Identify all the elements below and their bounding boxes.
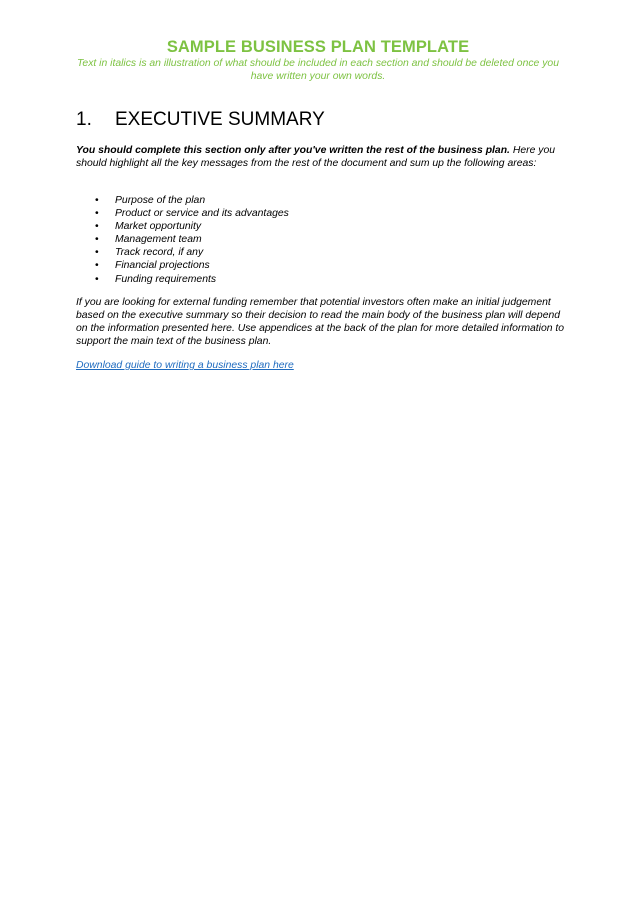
document-subtitle: Text in italics is an illustration of what should be included in each section and should be deleted once you have written your own words. — [77, 58, 559, 82]
intro-paragraph — [76, 144, 566, 170]
bullet-list — [76, 194, 289, 286]
bullet-icon: • — [95, 221, 99, 233]
list-item-text: Management team — [115, 234, 202, 246]
list-item — [76, 246, 289, 259]
list-item-text: Funding requirements — [115, 273, 217, 285]
list-item — [76, 273, 289, 286]
list-item — [76, 220, 289, 233]
list-item-text: Purpose of the plan — [115, 195, 206, 206]
section-number: 1. — [76, 109, 92, 130]
list-item — [76, 194, 289, 207]
list-item — [76, 233, 289, 246]
download-guide-link[interactable]: Download guide to writing a business plan here — [76, 360, 294, 371]
list-item — [76, 259, 289, 272]
list-item-text: Market opportunity — [115, 221, 202, 233]
bullet-icon: • — [95, 247, 99, 259]
intro-bold-text: You should complete this section only after you've written the rest of the business plan. — [76, 145, 510, 156]
section-heading — [76, 109, 325, 131]
bullet-icon: • — [95, 195, 99, 206]
bullet-icon: • — [95, 208, 99, 220]
bullet-icon: • — [95, 260, 99, 272]
bullet-icon: • — [95, 234, 99, 246]
intro-text: Here you should highlight all the key messages from the rest of the document and sum up the following areas: — [76, 145, 556, 169]
document-title: SAMPLE BUSINESS PLAN TEMPLATE — [166, 38, 470, 56]
list-item — [76, 207, 289, 220]
bullet-icon: • — [95, 273, 99, 285]
list-item-text: Financial projections — [115, 260, 210, 272]
section-title: EXECUTIVE SUMMARY — [115, 109, 325, 130]
list-item-text: Product or service and its advantages — [115, 208, 289, 220]
funding-paragraph: If you are looking for external funding remember that potential investors often make an initial judgement based on the executive summary so their decision to read the main body of the business plan will depend on the information presented here. Use appendices at the back of the plan for more detailed information to support the main text of the business plan. — [76, 297, 565, 347]
list-item-text: Track record, if any — [115, 247, 204, 259]
